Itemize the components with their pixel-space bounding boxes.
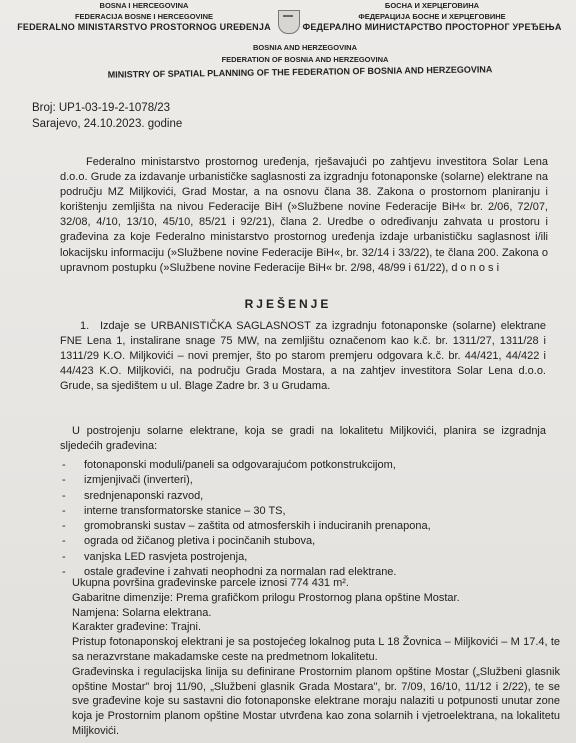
header-country-english: BOSNIA AND HERZEGOVINA: [252, 43, 358, 52]
header-local-latin: [0, 0, 288, 33]
header-english: [40, 42, 560, 78]
gabarit-dimensions: Gabaritne dimenzije: Prema grafičkom prilogu Prostornog plana opštine Mostar.: [72, 591, 460, 604]
list-item: - gromobranski sustav – zaštita od atmosferskih i induciranih prenapona,: [62, 519, 532, 534]
building-line: Građevinska i regulacijska linija su definirane Prostornim planom opštine Mostar („Službeni glasnik opštine Mostar" broj 11/90, „Službeni glasnik Grada Mostara", br. 7/09, 16/10, 11/12 i 2/22), te se sve građevine koje su sastavni dio fotonaponske elektrane moraju nalaziti u potpunosti unutar zone koja je Prostornim planom opštine Mostar utvrđena kao zona solarnih i vjetroelektrana, na lokalitetu Miljkovići.: [72, 665, 560, 737]
decision-heading: RJEŠENJE: [244, 297, 332, 311]
decision-item-1: [60, 319, 546, 394]
facilities-intro: U postrojenju solarne elektrane, koja se gradi na lokalitetu Miljkovići, planira se izgradnja sljedećih građevina:: [60, 425, 546, 453]
building-character: Karakter građevine: Trajni.: [72, 621, 202, 634]
header-country-cyrillic: БОСНА И ХЕРЦЕГОВИНА: [384, 1, 480, 10]
document-meta: [32, 100, 182, 132]
document-number: Broj: UP1-03-19-2-1078/23: [32, 102, 171, 114]
intro-paragraph: Federalno ministarstvo prostornog uređenja, rješavajući po zahtjevu investitora Solar Lena d.o.o. Grude za izdavanje urbanističke saglasnosti za izgradnju fotonaponske (solarne) elektrane na području MZ Miljkovići, Grad Mostar, a na osnovu člana 38. Zakona o prostornom planiranju i korištenju zemljišta na nivou Federacije BiH (»Službene novine Federacije BiH« br. 2/06, 72/07, 32/08, 4/10, 13/10, 45/10, 85/21 i 92/21), člana 2. Uredbe o određivanju zahvata u prostoru i građevina za koje Federalno ministarstvo prostornog uređenja izdaje urbanističku saglasnost i/ili lokacijsku informaciju (»Službene novine Federacije BiH«, br. 32/14 i 33/22), te člana 200. Zakona o upravnom postupku (»Službene novine Federacije BiH« br. 2/98, 48/99 i 61/22), d o n o s i: [60, 156, 548, 274]
parameters-section: [60, 576, 560, 739]
header-local-cyrillic: [288, 0, 576, 33]
header-federation: FEDERACIJA BOSNE I HERCEGOVINE: [74, 12, 214, 21]
facilities-list: [62, 458, 532, 580]
list-item: - izmjenjivači (inverteri),: [62, 473, 532, 488]
document-date: Sarajevo, 24.10.2023. godine: [32, 118, 183, 130]
header-federation-english: FEDERATION OF BOSNIA AND HERZEGOVINA: [221, 55, 389, 64]
item-number: 1.: [80, 320, 90, 332]
access-road: Pristup fotonaponskoj elektrani je sa postojećeg lokalnog puta L 18 Žovnica – Miljkovići – M 17.4, te sa nerazvrstane makadamske ceste na predmetnom lokalitetu.: [72, 636, 560, 663]
header-country: BOSNA I HERCEGOVINA: [99, 1, 189, 10]
list-item: - vanjska LED rasvjeta postrojenja,: [62, 550, 532, 565]
header-federation-cyrillic: ФЕДЕРАЦИЈА БОСНЕ И ХЕРЦЕГОВИНЕ: [358, 12, 506, 21]
header-ministry-cyrillic: ФЕДЕРАЛНО МИНИСТАРСТВО ПРОСТОРНОГ УРЕЂЕЊА: [302, 22, 562, 32]
list-item: - fotonaponski moduli/paneli sa odgovarajućom potkonstrukcijom,: [62, 458, 532, 473]
header-ministry-english: MINISTRY OF SPATIAL PLANNING OF THE FEDERATION OF BOSNIA AND HERZEGOVINA: [107, 64, 493, 80]
list-item: - srednjenaponski razvod,: [62, 489, 532, 504]
list-item: - ograda od žičanog pletiva i pocinčanih stubova,: [62, 534, 532, 549]
item-text: Izdaje se URBANISTIČKA SAGLASNOST za izgradnju fotonaponske (solarne) elektrane FNE Lena 1, instalirane snage 75 MW, na zemljištu označenom kao k.č. br. 1311/27, 1311/28 i 1311/29 K.O. Miljkovići – novi premjer, što po starom premjeru odgovara k.č. br. 44/421, 44/422 i 44/423 K.O. Miljkovići, na području Grada Mostara, a na zahtjev investitora Solar Lena d.o.o. Grude, sa sjedištem u ul. Blage Zadre br. 3 u Grudama.: [60, 320, 546, 393]
list-item: - interne transformatorske stanice – 30 TS,: [62, 504, 532, 519]
purpose: Namjena: Solarna elektrana.: [72, 606, 212, 619]
header-ministry: FEDERALNO MINISTARSTVO PROSTORNOG UREĐENJA: [17, 22, 271, 32]
list-item: - ostale građevine i zahvati neophodni za normalan rad elektrane.: [62, 565, 532, 580]
parcel-area: Ukupna površina građevinske parcele iznosi 774 431 m².: [72, 577, 349, 589]
